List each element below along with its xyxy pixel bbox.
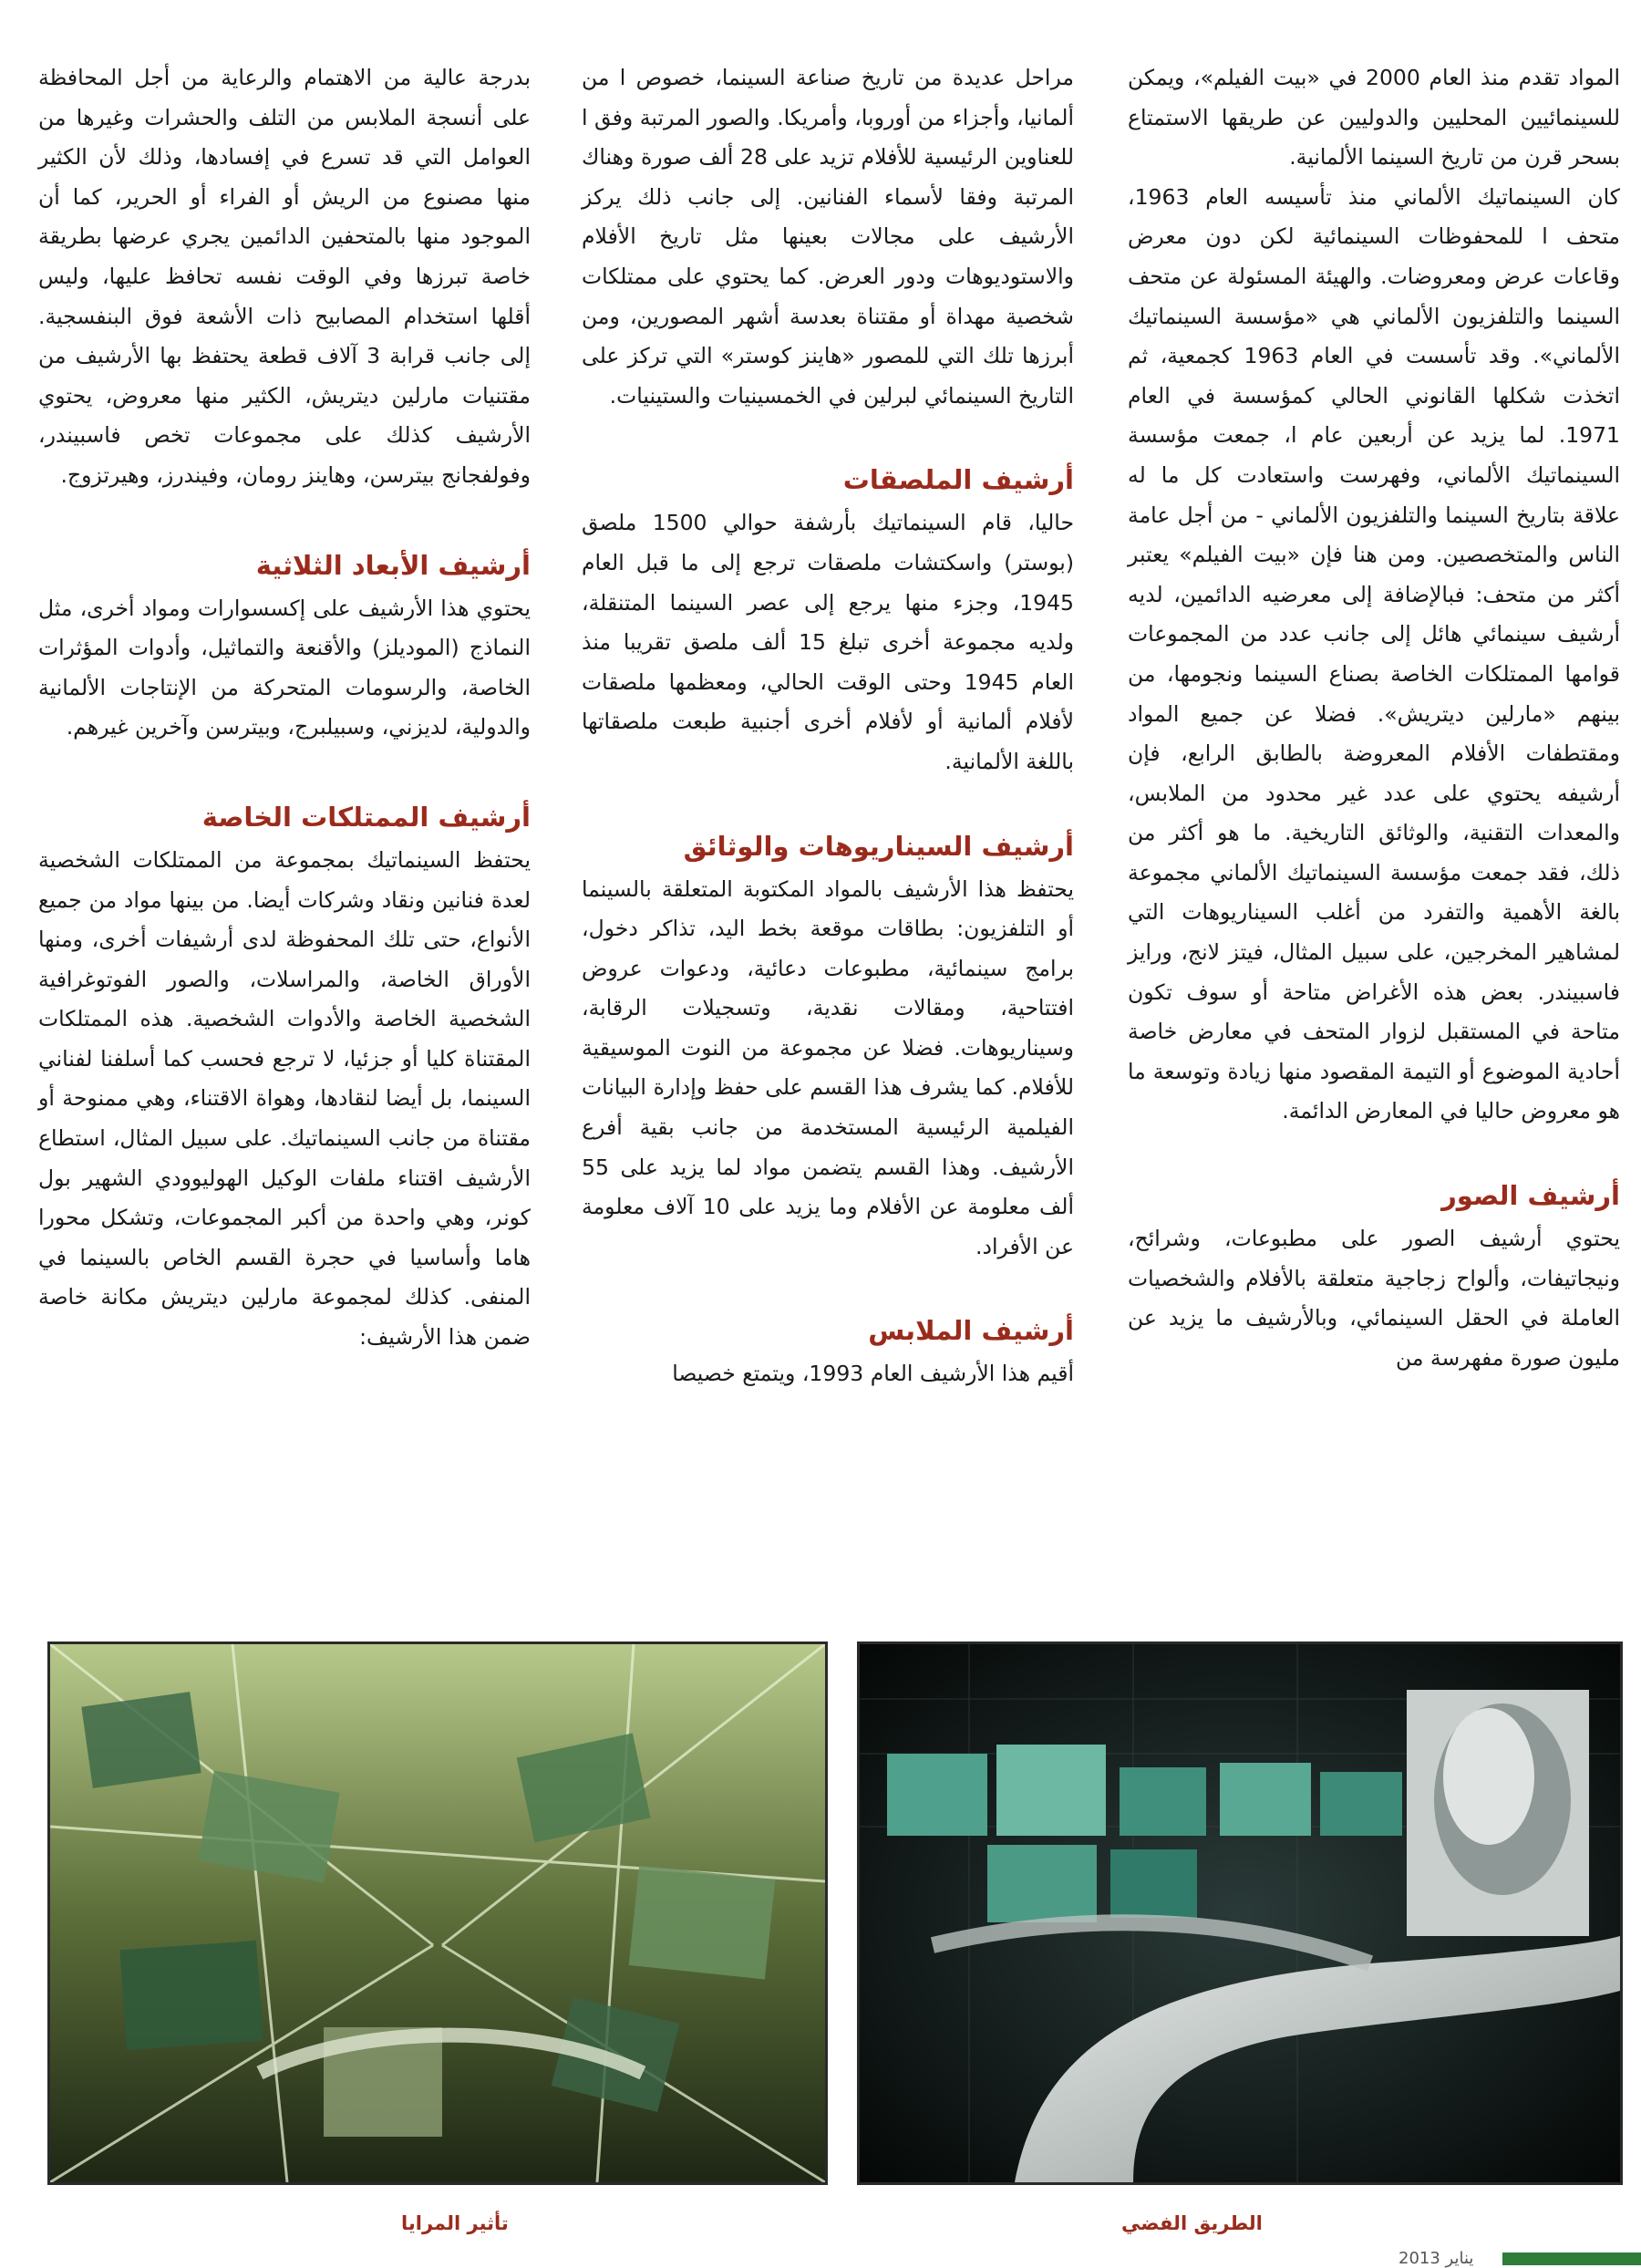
paragraph: يحتوي هذا الأرشيف على إكسسوارات ومواد أخرى، مثل النماذج (الموديلز) والأقنعة والتماثيل، وأدوات المؤثرات الخاصة، والرسومات المتحركة من الإنتاجات الألمانية والدولية، لديزني، وسبيلبرج، وبيترسن وآخرين غيرهم. [38,595,531,740]
paragraph: يحتوي أرشيف الصور على مطبوعات، وشرائح، ونيجاتيفات، وألواح زجاجية متعلقة بالأفلام والشخصيات العاملة في الحقل السينمائي، وبالأرشيف ما يزيد عن مليون صورة مفهرسة من [1128,1226,1620,1371]
photo-caption-silver-path: الطريق الفضي [1121,2212,1263,2234]
section-heading-poster-archive: أرشيف الملصقات [842,464,1074,496]
photo-silver-path [857,1641,1623,2185]
footer-date: يناير 2013 [1398,2249,1474,2268]
text-column-middle [582,58,1074,1394]
section-heading-3d-archive: أرشيف الأبعاد الثلاثية [255,549,531,581]
photo-caption-mirror-effect: تأثير المرايا [401,2212,509,2234]
section-heading-costume-archive: أرشيف الملابس [868,1315,1074,1347]
paragraph: يحتفظ هذا الأرشيف بالمواد المكتوبة المتعلقة بالسينما أو التلفزيون: بطاقات موقعة بخط اليد، تذاكر دخول، برامج سينمائية، مطبوعات دعائية، ودعوات عروض افتتاحية، ومقالات نقدية، وتسجيلات الرقابة، وسيناريوهات. فضلا عن مجموعة من النوت الموسيقية للأفلام. كما يشرف هذا القسم على حفظ وإدارة البيانات الفيلمية الرئيسية المستخدمة من جانب بقية أفرع الأرشيف. وهذا القسم يتضمن مواد لما يزيد على 55 ألف معلومة عن الأفلام وما يزيد على 10 آلاف معلومة عن الأفراد. [582,875,1074,1259]
silver-path-image [860,1644,1620,2182]
paragraph: يحتفظ السينماتيك بمجموعة من الممتلكات الشخصية لعدة فنانين ونقاد وشركات أيضا. من بينها مواد من جميع الأنواع، حتى تلك المحفوظة لدى أرشيفات أخرى، ومنها الأوراق الخاصة، والمراسلات، والصور الفوتوغرافية الشخصية الخاصة والأدوات الشخصية. هذه الممتلكات المقتناة كليا أو جزئيا، لا ترجع فحسب كما أسلفنا لفناني السينما، بل أيضا لنقادها، وهواة الاقتناء، وهي ممنوحة أو مقتناة من جانب السينماتيك. على سبيل المثال، استطاع الأرشيف اقتناء ملفات الوكيل الهوليوودي الشهير بول كونر، وهي واحدة من أكبر المجموعات، وتشكل محورا هاما وأساسيا في حجرة القسم الخاص بالسينما في المنفى. كذلك لمجموعة مارلين ديتريش مكانة خاصة ضمن هذا الأرشيف: [38,846,531,1351]
section-heading-private-property-archive: أرشيف الممتلكات الخاصة [201,801,531,833]
paragraph: أقيم هذا الأرشيف العام 1993، ويتمتع خصيصا [672,1361,1074,1387]
paragraph: حاليا، قام السينماتيك بأرشفة حوالي 1500 ملصق (بوستر) واسكتشات ملصقات ترجع إلى ما قبل العام 1945، وجزء منها يرجع إلى عصر السينما المتنقلة، ولديه مجموعة أخرى تبلغ 15 ألف ملصق تقريبا منذ العام 1945 وحتى الوقت الحالي، ومعظمها ملصقات لأفلام ألمانية أو لأفلام أخرى أجنبية طبعت ملصقاتها باللغة الألمانية. [582,510,1074,774]
text-column-left [38,58,531,1358]
mirror-effect-image [50,1644,825,2182]
paragraph: المواد تقدم منذ العام 2000 في «بيت الفيلم»، ويمكن للسينمائيين المحليين والدوليين عن طريقها الاستمتاع بسحر قرن من تاريخ السينما الألمانية. [1128,65,1620,171]
section-heading-photo-archive: أرشيف الصور [1441,1180,1620,1212]
paragraph: كان السينماتيك الألماني منذ تأسيسه العام 1963، متحف ا للمحفوظات السينمائية لكن دون معرض وقاعات عرض ومعروضات. والهيئة المسئولة عن متحف السينما والتلفزيون الألماني هي «مؤسسة السينماتيك الألماني». وقد تأسست في العام 1963 كجمعية، ثم اتخذت شكلها القانوني الحالي كمؤسسة في العام 1971. لما يزيد عن أربعين عام ا، جمعت مؤسسة السينماتيك الألماني، وفهرست واستعادت كل ما له علاقة بتاريخ السينما والتلفزيون الألماني - من أجل عامة الناس والمتخصصين. ومن هنا فإن «بيت الفيلم» يعتبر أكثر من متحف: فبالإضافة إلى معرضيه الدائمين، لديه أرشيف سينمائي هائل إلى جانب عدد من المجموعات قوامها الممتلكات الخاصة بصناع السينما ونجومها، من بينهم «مارلين ديتريش». فضلا عن جميع المواد ومقتطفات الأفلام المعروضة بالطابق الرابع، فإن أرشيفه يحتوي على عدد غير محدود من الملابس، والمعدات التقنية، والوثائق التاريخية. ما هو أكثر من ذلك، فقد جمعت مؤسسة السينماتيك الألماني مجموعة بالغة الأهمية والتفرد من أغلب السيناريوهات التي لمشاهير المخرجين، على سبيل المثال، فيتز لانج، ورايز فاسبيندر. بعض هذه الأغراض متاحة أو سوف تكون متاحة في المستقبل لزوار المتحف في معارض خاصة أحادية الموضوع أو التيمة المقصود منها زيادة وتوسعة ما هو معروض حاليا في المعارض الدائمة. [1128,183,1620,1124]
section-heading-scripts-archive: أرشيف السيناريوهات والوثائق [683,830,1074,862]
footer-accent-bar [1502,2252,1641,2265]
text-column-right [1128,58,1620,1378]
paragraph: مراحل عديدة من تاريخ صناعة السينما، خصوص ا من ألمانيا، وأجزاء من أوروبا، وأمريكا. والصور المرتبة وفق ا للعناوين الرئيسية للأفلام تزيد على 28 ألف صورة وهناك المرتبة وفقا لأسماء الفنانين. إلى جانب ذلك يركز الأرشيف على مجالات بعينها مثل تاريخ الأفلام والاستوديوهات ودور العرض. كما يحتوي على ممتلكات شخصية مهداة أو مقتناة بعدسة أشهر المصورين، ومن أبرزها تلك التي للمصور «هاينز كوستر» التي تركز على التاريخ السينمائي لبرلين في الخمسينيات والستينيات. [582,65,1075,409]
paragraph: بدرجة عالية من الاهتمام والرعاية من أجل المحافظة على أنسجة الملابس من التلف والحشرات وغيرها من العوامل التي قد تسرع في إفسادها، وذلك لأن الكثير منها مصنوع من الريش أو الفراء أو الحرير، كما أن الموجود منها بالمتحفين الدائمين يجري عرضها بطريقة خاصة تبرزها وفي الوقت نفسه تحافظ عليها، وليس أقلها استخدام المصابيح ذات الأشعة فوق البنفسجية. إلى جانب قرابة 3 آلاف قطعة يحتفظ بها الأرشيف من مقتنيات مارلين ديتريش، الكثير منها معروض، يحتوي الأرشيف كذلك على مجموعات تخص فاسبيندر، وفولفجانج بيترسن، وهاينز رومان، وفيندرز، وهيرتزوج. [38,65,531,488]
photo-mirror-effect [47,1641,828,2185]
